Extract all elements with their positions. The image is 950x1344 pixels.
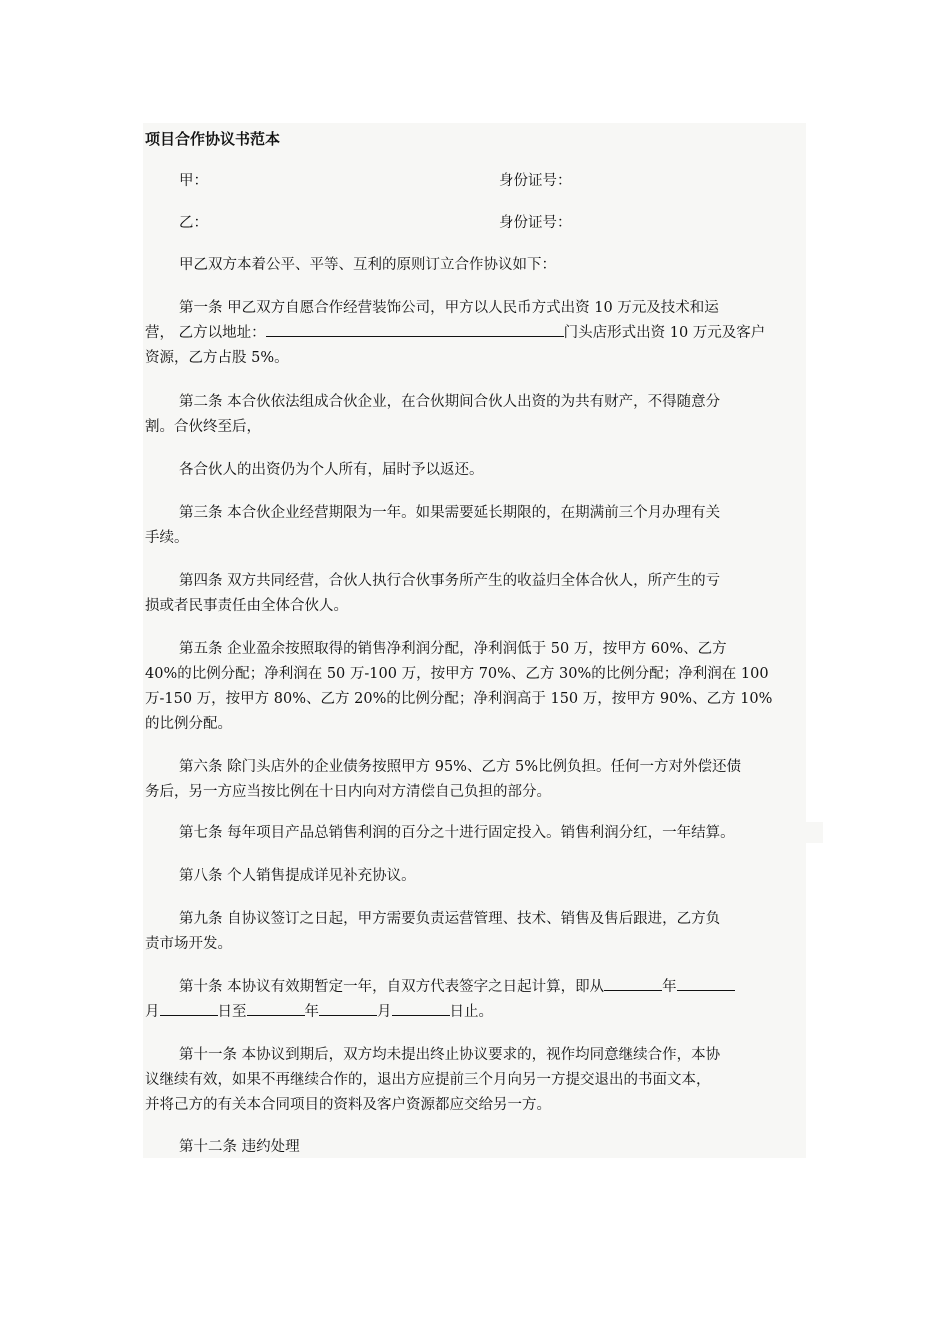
month2-label: 月: [377, 1004, 392, 1020]
article-2-line-3: 各合伙人的出资仍为个人所有，届时予以返还。: [179, 462, 484, 478]
article-2-line-1: 第二条 本合伙依法组成合伙企业，在合伙期间合伙人出资的为共有财产，不得随意分: [179, 394, 721, 410]
party-b-id-label: 身份证号：: [499, 215, 572, 231]
article-11-line-1: 第十一条 本协议到期后，双方均未提出终止协议要求的，视作均同意继续合作，本协: [179, 1047, 721, 1063]
article-5-line-1: 第五条 企业盈余按照取得的销售净利润分配，净利润低于 50 万，按甲方 60%、乙方: [179, 641, 727, 657]
month-label: 月: [145, 1004, 160, 1020]
article-10-line-2: [145, 1000, 493, 1025]
article-8-line-1: 第八条 个人销售提成详见补充协议。: [179, 868, 416, 884]
intro-paragraph: 甲乙双方本着公平、平等、互利的原则订立合作协议如下：: [179, 257, 556, 273]
article-5-line-2: 40%的比例分配；净利润在 50 万-100 万，按甲方 70%、乙方 30%的比例分配；净利润在 100: [145, 666, 769, 682]
end-label: 日止。: [449, 1004, 493, 1020]
article-1-line-2: [145, 321, 765, 346]
end-month-blank: [319, 1001, 377, 1016]
article-2-line-2: 割。合伙终至后，: [145, 419, 261, 435]
article-6-line-1: 第六条 除门头店外的企业债务按照甲方 95%、乙方 5%比例负担。任何一方对外偿还债: [179, 759, 742, 775]
party-a-label: 甲：: [179, 173, 208, 189]
end-day-blank: [392, 1001, 450, 1016]
day-to-label: 日至: [217, 1004, 247, 1020]
article-1-line-3: 资源，乙方占股 5%。: [145, 350, 289, 366]
article-12-line-1: 第十二条 违约处理: [179, 1139, 300, 1155]
article-1-line-1: 第一条 甲乙双方自愿合作经营装饰公司，甲方以人民币方式出资 10 万元及技术和运: [179, 300, 719, 316]
article-3-line-1: 第三条 本合伙企业经营期限为一年。如果需要延长期限的，在期满前三个月办理有关: [179, 505, 721, 521]
article-11-line-3: 并将己方的有关本合同项目的资料及客户资源都应交给另一方。: [145, 1097, 551, 1113]
article-11-line-2: 议继续有效，如果不再继续合作的，退出方应提前三个月向另一方提交退出的书面文本，: [145, 1072, 711, 1088]
article-6-line-2: 务后，另一方应当按比例在十日内向对方清偿自己负担的部分。: [145, 784, 551, 800]
article-9-line-1: 第九条 自协议签订之日起，甲方需要负责运营管理、技术、销售及售后跟进，乙方负: [179, 911, 721, 927]
article-1-address-label: 营， 乙方以地址：: [145, 325, 266, 341]
article-3-line-2: 手续。: [145, 530, 189, 546]
party-b-label: 乙：: [179, 215, 208, 231]
end-year-blank: [247, 1001, 305, 1016]
article-5-line-4: 的比例分配。: [145, 716, 232, 732]
address-blank: [266, 322, 564, 337]
party-a-row: [179, 169, 572, 194]
article-10-text: 第十条 本协议有效期暂定一年，自双方代表签字之日起计算，即从: [179, 979, 605, 995]
article-7-line-1: 第七条 每年项目产品总销售利润的百分之十进行固定投入。销售利润分红，一年结算。: [179, 825, 735, 841]
article-9-line-2: 责市场开发。: [145, 936, 232, 952]
year-label: 年: [662, 979, 677, 995]
article-1-line-2-rest: 门头店形式出资 10 万元及客户: [563, 325, 766, 341]
document-title: 项目合作协议书范本: [145, 130, 281, 148]
document-background-tail: [806, 822, 823, 843]
start-year-blank: [604, 976, 662, 991]
article-4-line-2: 损或者民事责任由全体合伙人。: [145, 598, 348, 614]
party-b-row: [179, 211, 572, 236]
article-4-line-1: 第四条 双方共同经营，合伙人执行合伙事务所产生的收益归全体合伙人，所产生的亏: [179, 573, 721, 589]
start-day-blank: [160, 1001, 218, 1016]
party-a-id-label: 身份证号：: [499, 173, 572, 189]
year2-label: 年: [304, 1004, 319, 1020]
article-10-line-1: [179, 975, 735, 1000]
start-month-blank: [677, 976, 735, 991]
article-5-line-3: 万-150 万，按甲方 80%、乙方 20%的比例分配；净利润高于 150 万，按甲方 90%、乙方 10%: [145, 691, 773, 707]
